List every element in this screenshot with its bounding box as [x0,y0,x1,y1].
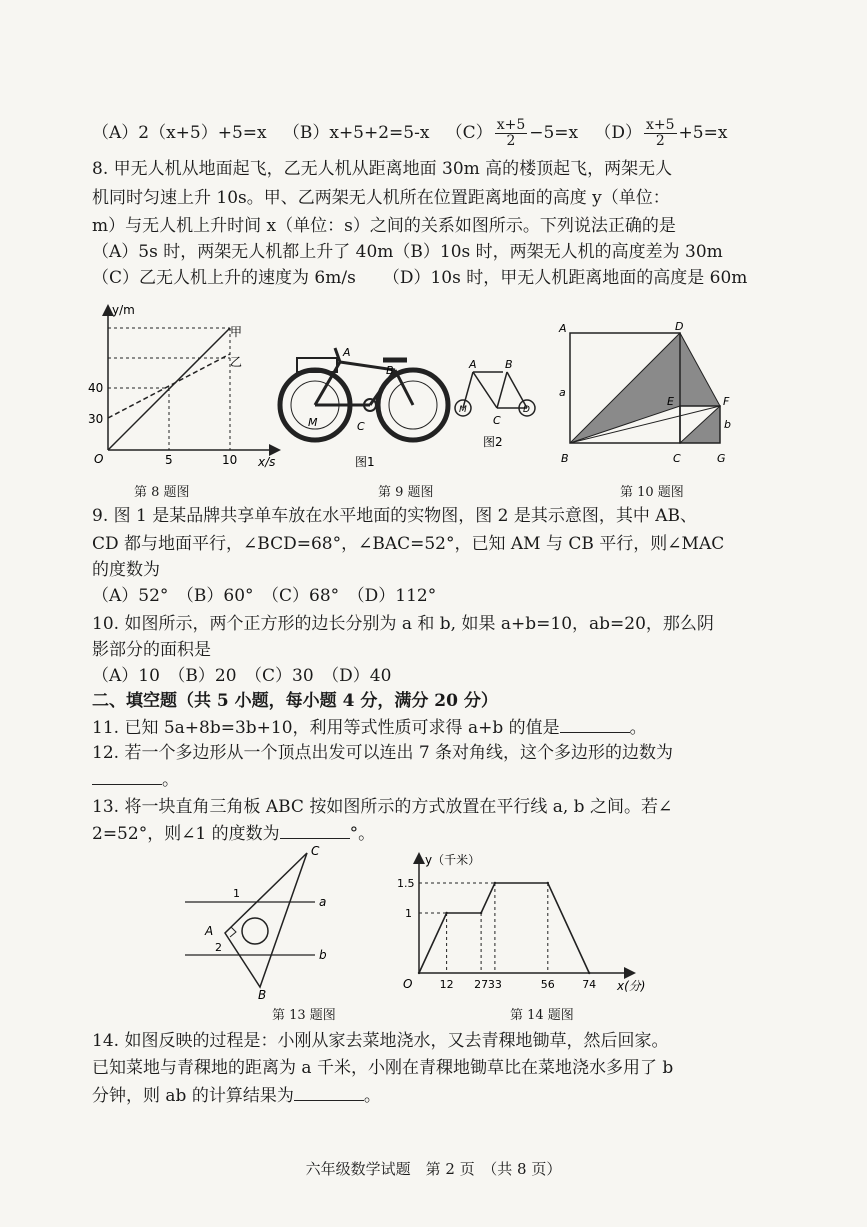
q7-option-d-fraction: $\frac{x+5}{2}$ [646,117,675,149]
q14-line-1: 14. 如图反映的过程是：小刚从家去菜地浇水，又去青稞地锄草，然后回家。 [92,1031,669,1051]
q13-line-2 [92,822,375,845]
q14-line-3 [92,1084,381,1107]
q14-line-2: 已知菜地与青稞地的距离为 a 千米，小刚在青稞地锄草比在菜地浇水多用了 b [92,1058,674,1078]
q12-answer-blank[interactable] [92,768,162,785]
q7-option-c-tail: −5=x [529,123,579,143]
q9-line-1: 9. 图 1 是某品牌共享单车放在水平地面的实物图，图 2 是其示意图，其中 AB、 [92,506,698,526]
fig10-label-b: B [561,452,569,465]
fig13-caption: 第 13 题图 [272,1008,336,1023]
fig8-origin: O [94,452,104,466]
q11-answer-blank[interactable] [560,716,630,733]
fig14-x-tick-56: 56 [540,978,555,991]
fig8-label-yi: 乙 [230,355,243,369]
fig13-label-b: B [258,988,267,1000]
fig14-point-33 [494,882,496,884]
q11-text: 11. 已知 5a+8b=3b+10，利用等式性质可求得 a+b 的值是 [92,718,560,738]
fig10-label-f: F [723,395,730,408]
fig9-label-a: A [343,346,351,359]
fig9-schematic-c: C [493,414,501,427]
q14-answer-blank[interactable] [294,1084,364,1101]
fig14-x-label: x(分) [617,979,646,993]
fig10-label-d: D [675,320,684,333]
q8-option-c: （C）乙无人机上升的速度为 6m/s [92,268,356,288]
fig14-origin: O [403,977,413,991]
fig14-y-label: y（千米） [425,853,481,867]
q7-option-d-tail: +5=x [678,123,728,143]
fig10-squares [555,318,735,473]
q7-options [92,118,727,149]
q9-line-3: 的度数为 [92,560,160,580]
fig13-label-a: A [205,924,214,938]
q10-options: （A）10 （B）20 （C）30 （D）40 [92,666,392,686]
fig9-label-b: B [386,364,394,377]
section-2-heading: 二、填空题（共 5 小题，每小题 4 分，满分 20 分） [92,691,498,711]
fig8-y-tick-40: 40 [88,381,104,395]
fig9-label-m: M [308,416,318,429]
fig8-y-label: y/m [112,303,135,317]
fig13-label-1: 1 [233,887,240,900]
q12-line-2 [92,768,179,791]
fig14-point-0 [418,972,420,974]
fig9-schematic-b: B [505,358,513,371]
q7-option-b: （B）x+5+2=5-x [282,123,430,143]
q13-answer-blank[interactable] [280,822,350,839]
fig13-label-c: C [311,845,320,858]
fig8-label-jia: 甲 [230,325,243,339]
q14-end: 。 [363,1086,381,1106]
fig9-fig2-label: 图2 [483,435,503,449]
q11 [92,716,647,739]
q7-option-c-fraction: $\frac{x+5}{2}$ [496,117,526,149]
fig13-triangle-shape [225,853,307,987]
fig14-marks [397,877,596,991]
q8-options-cd [92,267,747,289]
q10-line-2: 影部分的面积是 [92,640,211,660]
q7-option-d-label: （D） [594,123,642,143]
q8-option-b: （B）10s 时，两架无人机的高度差为 30m [393,242,723,262]
fig9-fig1-label: 图1 [355,455,375,469]
fig14-caption: 第 14 题图 [510,1008,574,1023]
fig9-caption: 第 9 题图 [378,485,434,500]
fig14-x-tick-74: 74 [582,978,597,991]
q9-options: （A）52° （B）60° （C）68° （D）112° [92,586,437,606]
fig10-label-e: E [667,395,674,408]
fig8-x-tick-5: 5 [165,453,173,467]
fig9-schematic-m: M [459,405,467,415]
q8-line-1: 8. 甲无人机从地面起飞，乙无人机从距离地面 30m 高的楼顶起飞，两架无人 [92,159,673,179]
q7-option-a: （A）2（x+5）+5=x [92,123,267,143]
q8-line-2: 机同时匀速上升 10s。甲、乙两架无人机所在位置距离地面的高度 y（单位： [92,188,670,208]
fig10-caption: 第 10 题图 [620,485,684,500]
q13-end: °。 [349,824,376,844]
fig14-series-line [419,883,589,973]
fig10-label-c: C [673,452,681,465]
q11-end: 。 [629,718,647,738]
q12-line-1: 12. 若一个多边形从一个顶点出发可以连出 7 条对角线，这个多边形的边数为 [92,743,674,763]
fig13-line-a-label: a [319,895,327,909]
q13-text: 2=52°，则∠1 的度数为 [92,824,280,844]
fig14-x-tick-12: 12 [439,978,454,991]
fig8-graph [80,300,290,470]
fig13-line-b-label: b [319,948,327,962]
fig10-side-b: b [724,418,731,431]
q12-end: 。 [162,770,179,790]
fig9-label-c: C [357,420,365,433]
page-footer: 六年级数学试题 第 2 页 （共 8 页） [305,1160,562,1178]
q8-option-d: （D）10s 时，甲无人机距离地面的高度是 60m [382,268,748,288]
q14-text: 分钟，则 ab 的计算结果为 [92,1086,294,1106]
q10-line-1: 10. 如图所示，两个正方形的边长分别为 a 和 b, 如果 a+b=10，ab=20，那么阴 [92,614,714,634]
fig8-caption: 第 8 题图 [134,485,190,500]
fig10-label-g: G [717,452,726,465]
fig14-x-tick-27: 27 [474,978,489,991]
fig9-bicycle [275,330,555,470]
fig8-x-tick-10: 10 [222,453,238,467]
fig14-point-27 [480,912,482,914]
q9-line-2: CD 都与地面平行，∠BCD=68°，∠BAC=52°，已知 AM 与 CB 平行，则∠MAC [92,534,725,554]
fig14-chart [395,848,665,1000]
fig9-schematic-d: D [523,405,530,415]
fig14-x-tick-33: 33 [487,978,502,991]
fig10-label-a: A [559,322,567,335]
fig10-shaded-small [680,406,720,443]
fig9-schematic-a: A [469,358,477,371]
q8-line-3: m）与无人机上升时间 x（单位：s）之间的关系如图所示。下列说法正确的是 [92,216,676,236]
fig8-x-label: x/s [258,455,276,469]
fig14-point-56 [547,882,549,884]
fig14-point-12 [445,912,447,914]
fig14-point-74 [588,972,590,974]
fig14-y-tick-1: 1 [405,907,412,920]
fig8-y-tick-30: 30 [88,412,104,426]
fig13-label-2: 2 [215,941,222,954]
q7-option-c-label: （C） [445,123,493,143]
q13-line-1: 13. 将一块直角三角板 ABC 按如图所示的方式放置在平行线 a, b 之间。若∠ [92,797,673,817]
q8-options-ab [92,241,723,263]
q8-option-a: （A）5s 时，两架无人机都上升了 40m [92,242,394,262]
fig13-triangle [175,845,345,1000]
fig10-side-a: a [559,386,566,399]
fig14-y-tick-1.5: 1.5 [397,877,415,890]
